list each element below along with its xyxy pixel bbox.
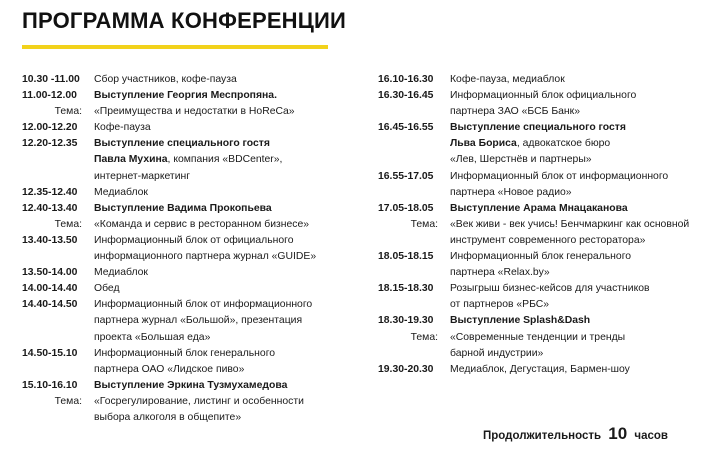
duration-summary <box>483 424 668 444</box>
schedule-row <box>378 313 708 329</box>
session-line: барной индустрии» <box>450 347 544 359</box>
session-description <box>94 120 352 136</box>
schedule-row <box>22 201 352 217</box>
schedule-row <box>22 185 352 201</box>
session-description <box>94 265 352 281</box>
topic-label: Тема: <box>54 106 82 118</box>
schedule-row <box>378 201 708 217</box>
time-slot: 12.20-12.35 <box>22 138 78 150</box>
session-line: Розыгрыш бизнес-кейсов для участников <box>450 283 650 295</box>
session-line: Выступление Эркина Тузмухамедова <box>94 379 288 391</box>
session-line: Выступление специального гостя <box>94 138 270 150</box>
schedule-row <box>22 120 352 136</box>
time-slot: 13.40-13.50 <box>22 234 78 246</box>
time-slot: 12.35-12.40 <box>22 186 78 198</box>
session-line: Кофе-пауза, медиаблок <box>450 74 565 85</box>
schedule-row <box>378 217 708 249</box>
session-line: Информационный блок от информационного <box>94 299 313 311</box>
time-slot: 13.50-14.00 <box>22 267 78 279</box>
session-description <box>94 217 352 233</box>
schedule-row <box>22 88 352 104</box>
time-slot: 14.50-15.10 <box>22 347 78 359</box>
session-line: партнера журнал «Большой», презентация <box>94 315 303 327</box>
time-slot: 18.30-19.30 <box>378 315 434 327</box>
session-line: Медиаблок <box>94 186 148 198</box>
session-description <box>94 297 352 345</box>
session-line: выбора алкоголя в общепите» <box>94 411 242 423</box>
time-slot: 19.30-20.30 <box>378 363 434 375</box>
session-line-part: , компания «BDCenter», <box>167 154 283 166</box>
session-description <box>450 201 708 217</box>
session-description <box>94 394 352 426</box>
time-slot: 16.45-16.55 <box>378 122 434 134</box>
session-description <box>450 281 708 313</box>
session-line: Информационный блок официального <box>450 90 637 102</box>
duration-label: Продолжительность <box>483 430 602 442</box>
session-description <box>94 104 352 120</box>
schedule-row <box>22 233 352 265</box>
duration-value: 10 <box>608 424 628 443</box>
session-description <box>450 88 708 120</box>
schedule-row <box>378 72 708 88</box>
schedule-row <box>378 281 708 313</box>
session-description <box>450 330 708 362</box>
topic-label: Тема: <box>54 395 82 407</box>
session-description <box>450 72 708 88</box>
session-line: интернет-маркетинг <box>94 170 191 182</box>
schedule-row <box>22 297 352 345</box>
schedule-row <box>22 378 352 394</box>
schedule-row <box>378 249 708 281</box>
time-slot: 18.15-18.30 <box>378 283 434 295</box>
session-line: Информационный блок от официального <box>94 234 294 246</box>
session-line: «Преимущества и недостатки в HoReCa» <box>94 106 295 118</box>
session-line: «Команда и сервис в ресторанном бизнесе» <box>94 218 310 230</box>
session-description <box>94 346 352 378</box>
schedule-row <box>378 120 708 168</box>
session-line: Выступление специального гостя <box>450 122 626 134</box>
schedule-row <box>378 88 708 120</box>
time-slot: 15.10-16.10 <box>22 379 78 391</box>
time-slot: 16.10-16.30 <box>378 74 434 85</box>
session-line: «Современные тенденции и тренды <box>450 331 626 343</box>
session-description <box>450 169 708 201</box>
duration-unit: часов <box>634 430 668 442</box>
session-line: партнера «Новое радио» <box>450 186 572 198</box>
time-slot: 10.30 -11.00 <box>22 74 80 85</box>
schedule-row <box>22 346 352 378</box>
session-line <box>94 152 352 168</box>
session-line: Информационный блок от информационного <box>450 170 669 182</box>
schedule-row <box>378 362 708 378</box>
session-description <box>94 72 352 88</box>
topic-label: Тема: <box>410 218 438 230</box>
schedule-row <box>378 169 708 201</box>
session-line: от партнеров «РБС» <box>450 299 550 311</box>
page-title: ПРОГРАММА КОНФЕРЕНЦИИ <box>22 8 347 33</box>
session-description <box>450 313 708 329</box>
session-description <box>94 136 352 184</box>
session-line: Сбор участников, кофе-пауза <box>94 74 237 85</box>
session-description <box>450 249 708 281</box>
session-line: «Госрегулирование, листинг и особенности <box>94 395 304 407</box>
session-line: Обед <box>94 283 120 295</box>
time-slot: 14.00-14.40 <box>22 283 78 295</box>
session-line: Выступление Вадима Прокопьева <box>94 202 272 214</box>
schedule-row <box>22 217 352 233</box>
session-description <box>94 281 352 297</box>
time-slot: 17.05-18.05 <box>378 202 434 214</box>
session-line: Медиаблок <box>94 267 148 279</box>
session-line: Медиаблок, Дегустация, Бармен-шоу <box>450 363 630 375</box>
session-line: «Лев, Шерстнёв и партнеры» <box>450 154 592 166</box>
session-line: партнера «Relax.by» <box>450 267 550 279</box>
topic-label: Тема: <box>54 218 82 230</box>
session-description <box>94 378 352 394</box>
session-description <box>94 201 352 217</box>
topic-label: Тема: <box>410 331 438 343</box>
time-slot: 11.00-12.00 <box>22 90 77 102</box>
session-line: инструмент современного ресторатора» <box>450 234 646 246</box>
session-line: информационного партнера журнал «GUIDE» <box>94 251 317 263</box>
time-slot: 12.40-13.40 <box>22 202 78 214</box>
session-line: Информационный блок генерального <box>450 251 632 263</box>
session-line: партнера ОАО «Лидское пиво» <box>94 363 245 375</box>
schedule-row <box>22 265 352 281</box>
time-slot: 14.40-14.50 <box>22 299 78 311</box>
session-description <box>94 185 352 201</box>
schedule-row <box>22 136 352 184</box>
schedule-row <box>22 394 352 426</box>
session-line: Информационный блок генерального <box>94 347 276 359</box>
session-line <box>450 136 708 152</box>
time-slot: 18.05-18.15 <box>378 251 434 263</box>
session-line-part: Льва Бориса <box>450 138 517 150</box>
session-description <box>94 88 352 104</box>
time-slot: 16.30-16.45 <box>378 90 434 102</box>
session-line-part: , адвокатское бюро <box>516 138 611 150</box>
title-underline <box>22 45 328 49</box>
session-description <box>450 362 708 378</box>
schedule-right-column <box>378 72 708 378</box>
session-line: партнера ЗАО «БСБ Банк» <box>450 106 580 118</box>
session-line: Выступление Splash&Dash <box>450 315 591 327</box>
session-description <box>94 233 352 265</box>
schedule-row <box>22 281 352 297</box>
schedule-row <box>22 72 352 88</box>
session-description <box>450 217 708 249</box>
session-line: Выступление Георгия Меспропяна. <box>94 90 277 102</box>
session-line: Кофе-пауза <box>94 122 151 134</box>
session-line: «Век живи - век учись! Бенчмаркинг как основной <box>450 218 690 230</box>
session-line: Выступление Арама Мнацаканова <box>450 202 628 214</box>
time-slot: 12.00-12.20 <box>22 122 78 134</box>
schedule-row <box>22 104 352 120</box>
schedule-row <box>378 330 708 362</box>
session-description <box>450 120 708 168</box>
session-line-part: Павла Мухина <box>94 154 168 166</box>
session-line: проекта «Большая еда» <box>94 331 211 343</box>
time-slot: 16.55-17.05 <box>378 170 434 182</box>
schedule-left-column <box>22 72 352 426</box>
